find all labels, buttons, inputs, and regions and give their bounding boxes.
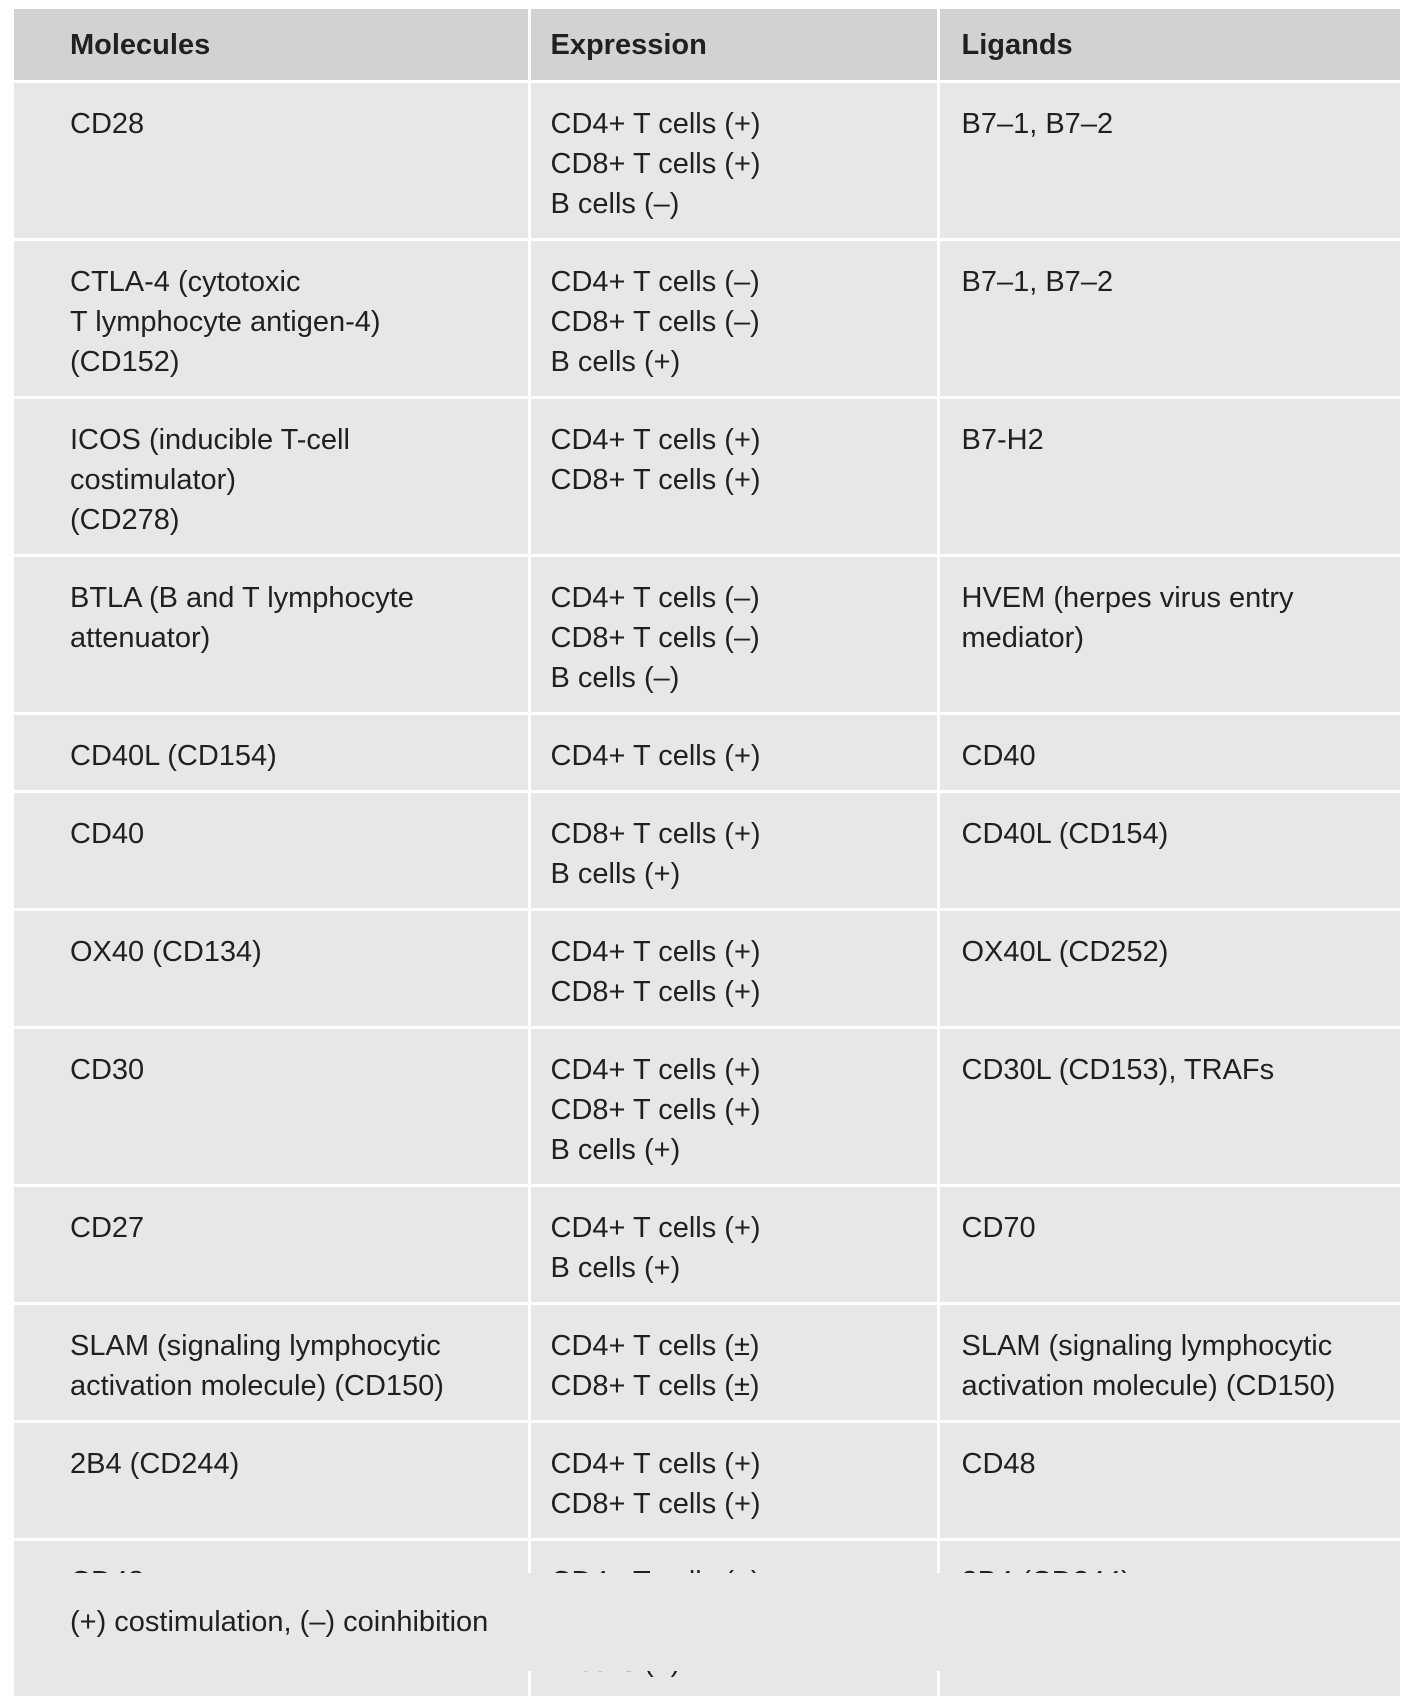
cell-line: B cells (+)	[551, 854, 925, 894]
cell-line: activation molecule) (CD150)	[70, 1366, 516, 1406]
ligands-cell	[938, 1422, 1400, 1540]
cell-line: B7–1, B7–2	[962, 104, 1389, 144]
cell-line: CD70	[962, 1208, 1389, 1248]
molecules-table-container	[14, 9, 1400, 1696]
cell-line: CD8+ T cells (+)	[551, 144, 925, 184]
cell-line: OX40 (CD134)	[70, 932, 516, 972]
table-footnote	[14, 1573, 1400, 1671]
molecule-cell	[14, 1304, 529, 1422]
table-row	[14, 1422, 1400, 1540]
cell-line: costimulator)	[70, 460, 516, 500]
cell-line: CD8+ T cells (+)	[551, 972, 925, 1012]
cell-line: CD4+ T cells (+)	[551, 1444, 925, 1484]
expression-cell	[529, 1304, 938, 1422]
cell-line: (CD278)	[70, 500, 516, 540]
cell-line: B cells (–)	[551, 658, 925, 698]
cell-line: CD27	[70, 1208, 516, 1248]
cell-line: CD8+ T cells (+)	[551, 814, 925, 854]
cell-line: activation molecule) (CD150)	[962, 1366, 1389, 1406]
expression-cell	[529, 792, 938, 910]
cell-line: CD4+ T cells (–)	[551, 262, 925, 302]
ligands-cell	[938, 1028, 1400, 1186]
cell-line: attenuator)	[70, 618, 516, 658]
cell-line: OX40L (CD252)	[962, 932, 1389, 972]
costimulatory-molecules-table	[14, 9, 1400, 1696]
cell-line: CD4+ T cells (+)	[551, 736, 925, 776]
footnote-text: (+) costimulation, (–) coinhibition	[70, 1602, 488, 1642]
cell-line: B7-H2	[962, 420, 1389, 460]
molecule-cell	[14, 1422, 529, 1540]
molecule-cell	[14, 240, 529, 398]
cell-line: CD8+ T cells (–)	[551, 618, 925, 658]
cell-line: ICOS (inducible T-cell	[70, 420, 516, 460]
cell-line: CD4+ T cells (+)	[551, 104, 925, 144]
expression-cell	[529, 910, 938, 1028]
ligands-cell	[938, 82, 1400, 240]
cell-line: CD8+ T cells (–)	[551, 302, 925, 342]
ligands-cell	[938, 792, 1400, 910]
expression-cell	[529, 82, 938, 240]
table-row	[14, 1028, 1400, 1186]
ligands-cell	[938, 556, 1400, 714]
molecule-cell	[14, 1028, 529, 1186]
table-row	[14, 240, 1400, 398]
cell-line: CD8+ T cells (±)	[551, 1366, 925, 1406]
table-row	[14, 714, 1400, 792]
cell-line: CD4+ T cells (+)	[551, 1050, 925, 1090]
expression-cell	[529, 556, 938, 714]
header-expression: Expression	[529, 9, 938, 82]
molecule-cell	[14, 792, 529, 910]
header-ligands: Ligands	[938, 9, 1400, 82]
table-row	[14, 82, 1400, 240]
cell-line: CTLA-4 (cytotoxic	[70, 262, 516, 302]
cell-line: T lymphocyte antigen-4)	[70, 302, 516, 342]
expression-cell	[529, 1186, 938, 1304]
ligands-cell	[938, 1186, 1400, 1304]
cell-line: B cells (–)	[551, 184, 925, 224]
cell-line: CD30	[70, 1050, 516, 1090]
molecule-cell	[14, 398, 529, 556]
table-row	[14, 556, 1400, 714]
expression-cell	[529, 1028, 938, 1186]
cell-line: B7–1, B7–2	[962, 262, 1389, 302]
cell-line: CD28	[70, 104, 516, 144]
cell-line: CD4+ T cells (+)	[551, 420, 925, 460]
ligands-cell	[938, 714, 1400, 792]
expression-cell	[529, 398, 938, 556]
cell-line: CD4+ T cells (+)	[551, 1208, 925, 1248]
ligands-cell	[938, 240, 1400, 398]
expression-cell	[529, 1422, 938, 1540]
expression-cell	[529, 240, 938, 398]
molecule-cell	[14, 556, 529, 714]
ligands-cell	[938, 1304, 1400, 1422]
cell-line: 2B4 (CD244)	[70, 1444, 516, 1484]
table-row	[14, 792, 1400, 910]
cell-line: CD4+ T cells (–)	[551, 578, 925, 618]
molecule-cell	[14, 1186, 529, 1304]
cell-line: CD4+ T cells (+)	[551, 932, 925, 972]
cell-line: CD40L (CD154)	[70, 736, 516, 776]
cell-line: SLAM (signaling lymphocytic	[70, 1326, 516, 1366]
cell-line: HVEM (herpes virus entry	[962, 578, 1389, 618]
ligands-cell	[938, 398, 1400, 556]
cell-line: CD8+ T cells (+)	[551, 1090, 925, 1130]
table-row	[14, 1304, 1400, 1422]
cell-line: BTLA (B and T lymphocyte	[70, 578, 516, 618]
cell-line: CD30L (CD153), TRAFs	[962, 1050, 1389, 1090]
molecule-cell	[14, 910, 529, 1028]
cell-line: SLAM (signaling lymphocytic	[962, 1326, 1389, 1366]
cell-line: CD8+ T cells (+)	[551, 460, 925, 500]
cell-line: CD8+ T cells (+)	[551, 1484, 925, 1524]
cell-line: CD40L (CD154)	[962, 814, 1389, 854]
table-header-row	[14, 9, 1400, 82]
table-row	[14, 1186, 1400, 1304]
table-body	[14, 82, 1400, 1696]
cell-line: B cells (+)	[551, 1248, 925, 1288]
cell-line: mediator)	[962, 618, 1389, 658]
cell-line: CD40	[70, 814, 516, 854]
cell-line: CD40	[962, 736, 1389, 776]
cell-line: B cells (+)	[551, 1130, 925, 1170]
molecule-cell	[14, 714, 529, 792]
expression-cell	[529, 714, 938, 792]
molecule-cell	[14, 82, 529, 240]
table-row	[14, 398, 1400, 556]
cell-line: CD48	[962, 1444, 1389, 1484]
cell-line: B cells (+)	[551, 342, 925, 382]
table-row	[14, 910, 1400, 1028]
cell-line: CD4+ T cells (±)	[551, 1326, 925, 1366]
ligands-cell	[938, 910, 1400, 1028]
cell-line: (CD152)	[70, 342, 516, 382]
header-molecules: Molecules	[14, 9, 529, 82]
